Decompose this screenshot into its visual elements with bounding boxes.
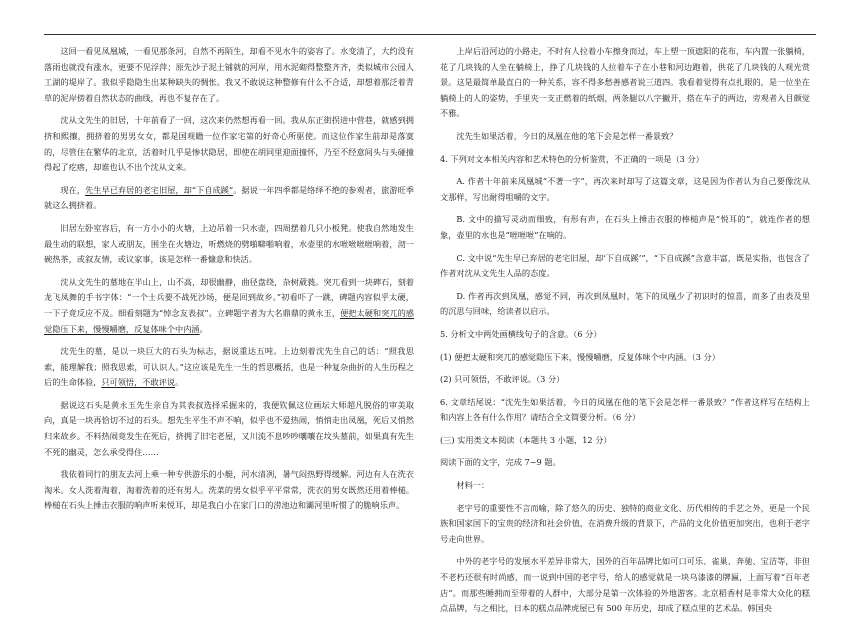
left-paragraph-1: 这回一看见凤凰城，一看见那条河，自然不再陌生，却看不见水牛的姿容了。水变清了，大约没有落雨也就没有涨水，更要不见浮萍；原先沙子泥土铺就的河岸，用水泥砌得整整齐齐，类似城市公园人工湖的堤岸了。我似乎隐隐生出某种缺失的惆怅。我又不敢说这种整修有什么不合适，却想着那泛着青草的泥岸傍着自然状态的曲线，再也不复存在了。 <box>44 46 414 103</box>
question-5: 5. 分析文中两处画横线句子的含意。（6 分） <box>440 328 602 339</box>
material-1-paragraph-1: 老字号的重要性不言而喻，除了悠久的历史、独特的商业文化、历代相传的手艺之外，更是一个民族和国家国下的宝贵的经济和社会价值，在消费升级的背景下，产品的文化价值更加突出，也利于老字号走向世界。 <box>440 502 810 544</box>
material-1-paragraph-2: 中外的老字号的发展水平差异非常大，国外的百年品牌比如可口可乐、雀巢、奔驰、宝洁等，非但不老朽还很有时尚感，而一说到中国的老字号，给人的感觉就是一块乌漆漆的牌匾，上面写着“百年老店”。而那些睡拥而至带着的人群中，大部分是第一次体验的外地游客。北京稻香村是非常大众化的糕点品牌，与之相比，日本的糕点品牌虎屋已有 500 年历史，却成了糕点里的艺术品。韩国央 <box>440 556 810 614</box>
right-paragraph-2: 沈先生如果活着，今日的凤凰在他的笔下会是怎样一番景致？ <box>456 130 678 141</box>
p3-text-after: 。据说一年四季都是络绎不绝的参观者，旅游旺季就这么拥挤着。 <box>44 184 414 211</box>
section-3-heading: (三) 实用类文本阅读（本题共 3 小题，12 分） <box>440 434 612 445</box>
p6-text-after: 。 <box>175 377 184 388</box>
underlined-sentence-1: 便把太硬和突兀的感觉隐压下来，慢慢嚼磨，反复体味个中内涵 <box>44 307 414 334</box>
left-paragraph-8: 我依着同行的朋友去河上乘一种专供游乐的小艇，河水清冽，暑气闷热野得缓解。河边有人在洗衣淘米。女人洗着淘着，淘着洗着的还有男人。洗菜的男女似乎平平常常，洗衣的男女既然还用着棒槌。棒槌在石头上捶击衣服的响声听来悦耳，却是我白小在家门口的涝池边和灞河里听惯了的脆响乐声。 <box>44 469 414 511</box>
left-paragraph-7: 据说这石头是黄永玉先生亲自为其表叔选择采掘来的，我便钦佩这位画坛大师超凡脱俗的审美取向，真是一块再恰切不过的石头。想先生平生不声不响，似乎也不爱热闹，悄悄走出凤凰，死后又悄然归来故乡。不料热闹竟发生在死后，挤拥了旧宅老屋，又川流不息吵吵嚷嚷在坟头墓前，如果真有先生不死的幽灵，怎么承受得住…… <box>44 399 414 457</box>
underlined-sentence-2: 只可领悟，不敢评说 <box>101 377 176 388</box>
left-column <box>44 44 414 521</box>
p5-text-after: 。 <box>199 323 208 334</box>
left-paragraph-6 <box>44 344 414 391</box>
question-5-part-1: (1) 便把太硬和突兀的感觉隐压下来，慢慢嚼磨，反复体味个中内涵。（3 分） <box>440 351 720 362</box>
question-5-part-2: (2) 只可领悟，不敢评说。（3 分） <box>440 374 565 385</box>
p6-text-before: 沈先生的墓，是以一块巨大的石头为标志，据说重达五吨。上边刻着沈先生自己的话：“照我思索，能理解我；照我思索，可认识人。”这应该是先生一生的哲思概括，也是一种复杂曲折的人生历程之后的生命体验， <box>44 346 414 388</box>
question-4-option-d: D. 作者再次到凤凰，感觉不同，再次到凤凰时，笔下的凤凰少了初识时的惊喜，而多了由表及里的沉思与回味，给读者以启示。 <box>440 290 810 317</box>
left-paragraph-4: 旧居左卧室容后，有一方小小的火塘，上边吊着一只水壶，四周摆着几只小板凳。使我自然地发生最生动的联想，家人或朋友，围坐在火塘边，听燃烧的劈啪噼啪响着，水壶里的水咝咝咝咝响着，沏一碗热茶，或叙友情，或议家事，该是怎样一番慷意和快活。 <box>44 222 414 265</box>
underlined-sentence-xiazichengxi: 先生早已弃居的老宅旧屋，却“下自成蹊” <box>85 184 234 195</box>
right-column <box>440 44 810 624</box>
material-1-label: 材料一： <box>456 480 490 491</box>
left-paragraph-5 <box>44 275 414 337</box>
left-paragraph-3 <box>44 183 414 214</box>
p5-text-before: 沈从文先生的墓地在半山上，山不高，却很幽静，曲径盘绕，杂树葳蕤。突兀看到一块碑石，刻着龙飞凤舞的手书字体：“一个士兵要不战死沙场，便是回到故乡。”初看吓了一跳，碑题内容似乎太硬，一下子竟反应不及。细看刻题为“悼念友表叔”。立碑题字者为大名鼎鼎的黄永玉， <box>44 276 414 318</box>
question-4: 4. 下列对文本相关内容和艺术特色的分析鉴赏，不正确的一项是（3 分） <box>440 153 704 164</box>
top-rule <box>44 34 816 35</box>
p3-text-before: 现在， <box>60 184 86 195</box>
left-paragraph-2: 沈从文先生的旧居，十年前看了一回，这次来仍然想再看一回。我从东正街拐进中营巷，就感到拥挤和熙攘，拥挤着的男男女女，都是国观瞻一位作家宅第的好奇心所驱使。而这位作家生前却是落寞的，尽管住在繁华的北京，活着时几乎是惨状隐居，即使在胡同里迎面撞怀，乃至不经意间头与头碰撞得起了疙瘩，却谁也认不出个沈从文来。 <box>44 115 414 173</box>
question-4-option-a: A. 作者十年前来凤凰城“不著一字”，再次来时却写了这篇文章，这是因为作者认为自己要像沈从文那样，写出耐得咀嚼的文字。 <box>440 176 810 202</box>
question-6: 6. 文章结尾说：“沈先生如果活着，今日的凤凰在他的笔下会是怎样一番景致？”作者这样写在结构上和内容上各有什么作用？请结合全文简要分析。（6 分） <box>440 396 810 423</box>
question-4-option-b: B. 文中的描写灵动而细致，有形有声，在石头上捶击衣服的棒槌声是“悦耳的”，就连作者的想象，壶里的水也是“咝咝咝”在响的。 <box>440 214 810 240</box>
right-paragraph-1: 上岸后沿河边的小路走，不时有人拉着小车擦身而过，车上塑一顶遮阳的花布，车内置一张躺椅，花了几块钱的人坐在躺椅上，挣了几块钱的人拉着车子在小巷和河边跑着，供花了几块钱的人观光赏景。这是最简单最直白的一种关系，容不得多愁善感者说三道四。我看着觉得有点扎眼的，是一位坐在躺椅上的人的姿势，手里夹一支正燃着的纸烟，两条腿以八字撇开，搭在车子的两边，旁观者入目颇觉不雅。 <box>440 46 810 119</box>
reading-instruction: 阅读下面的文字，完成 7~9 题。 <box>440 457 561 468</box>
question-4-option-c: C. 文中说“先生早已弃居的老宅旧屋，却‘下自成蹊’”，“下自成蹊”含意丰富，既是实指，也包含了作者对沈从文先生人品的态度。 <box>440 252 810 279</box>
